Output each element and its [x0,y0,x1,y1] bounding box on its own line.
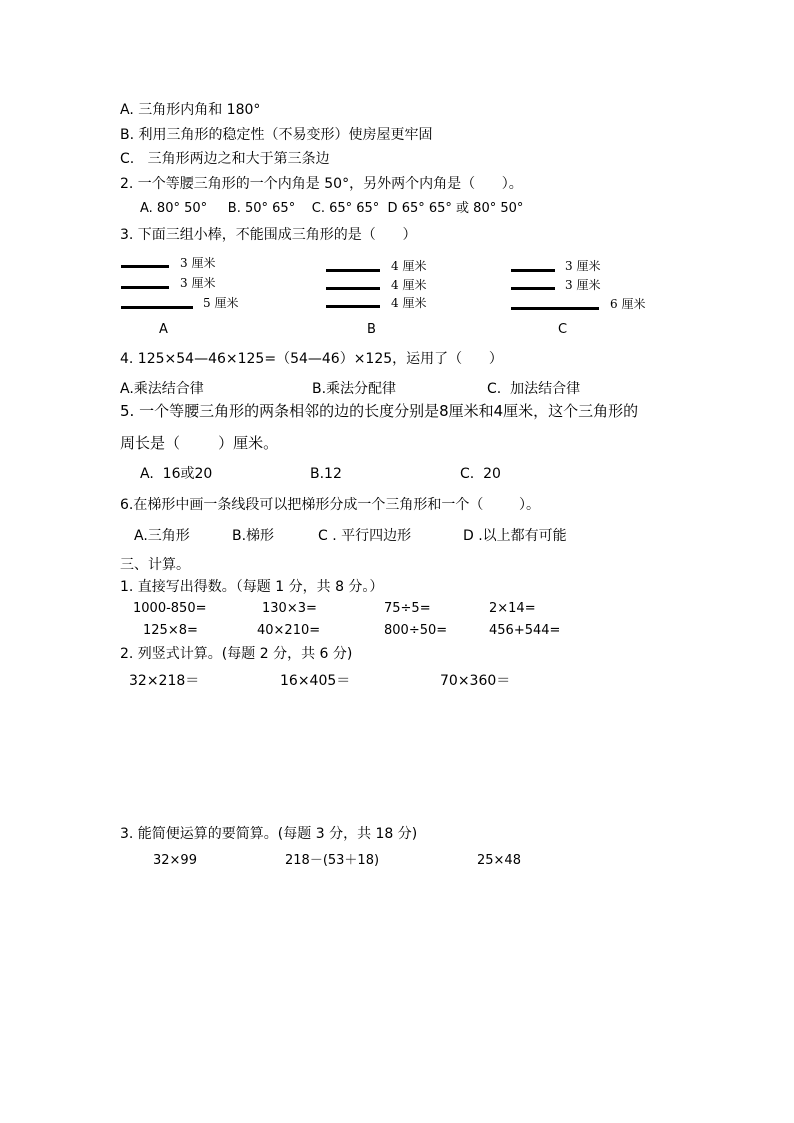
q6-option-c: C . 平行四边形 [318,528,412,544]
q1-option-b: B. 利用三角形的稳定性（不易变形）使房屋更牢固 [120,127,433,143]
stick-b3-label: 4 厘米 [391,296,427,310]
stick-c2-label: 3 厘米 [565,278,601,292]
stick-c2 [511,287,555,290]
stick-b2 [326,287,380,290]
part1-title: 1. 直接写出得数。（每题 1 分，共 8 分。） [120,579,384,595]
q6-option-a: A.三角形 [134,528,190,544]
q6-option-d: D .以上都有可能 [463,528,567,544]
stick-a3-label: 5 厘米 [203,296,239,310]
vertical-calc-item: 32×218＝ [129,673,200,689]
section3-heading: 三、计算。 [120,557,190,573]
group-c-letter: C [558,322,568,337]
q1-option-a: A. 三角形内角和 180° [120,102,261,118]
simplify-calc-item: 25×48 [477,853,521,868]
stick-b3 [326,305,380,308]
oral-calc-item: 1000-850= [133,601,207,616]
q2-stem: 2. 一个等腰三角形的一个内角是 50°，另外两个内角是（ ）。 [120,176,523,192]
q4-option-c: C. 加法结合律 [487,381,581,397]
stick-c1-label: 3 厘米 [565,259,601,273]
q2-options: A. 80° 50° B. 50° 65° C. 65° 65° D 65° 65° 或 80° 50° [140,201,524,216]
q5-stem-line2: 周长是（ ）厘米。 [120,434,279,452]
stick-b1-label: 4 厘米 [391,259,427,273]
simplify-calc-item: 32×99 [153,853,197,868]
stick-a1 [121,265,169,268]
q6-option-b: B.梯形 [232,528,275,544]
oral-calc-item: 456+544= [489,623,561,638]
vertical-calc-item: 70×360＝ [440,673,511,689]
stick-a2-label: 3 厘米 [180,276,216,290]
q4-stem: 4. 125×54—46×125=（54—46）×125，运用了（ ） [120,351,503,367]
oral-calc-item: 2×14= [489,601,536,616]
q1-option-c: C. 三角形两边之和大于第三条边 [120,151,330,167]
simplify-calc-item: 218－(53＋18) [285,853,380,868]
part3-title: 3. 能简便运算的要简算。(每题 3 分，共 18 分) [120,826,418,842]
oral-calc-item: 130×3= [262,601,317,616]
q5-option-a: A. 16或20 [140,466,213,482]
stick-a2 [121,286,169,289]
stick-c3 [511,307,599,310]
stick-c3-label: 6 厘米 [610,297,646,311]
stick-c1 [511,269,555,272]
q4-option-a: A.乘法结合律 [120,381,204,397]
stick-b1 [326,269,380,272]
oral-calc-item: 800÷50= [384,623,448,638]
q6-stem: 6.在梯形中画一条线段可以把梯形分成一个三角形和一个（ ）。 [120,497,540,513]
oral-calc-item: 125×8= [143,623,198,638]
vertical-calc-item: 16×405＝ [280,673,351,689]
q4-option-b: B.乘法分配律 [312,381,397,397]
group-b-letter: B [367,322,376,337]
part2-title: 2. 列竖式计算。(每题 2 分，共 6 分) [120,646,353,662]
q5-option-c: C. 20 [460,466,501,482]
oral-calc-item: 75÷5= [384,601,431,616]
oral-calc-item: 40×210= [257,623,321,638]
stick-a1-label: 3 厘米 [180,256,216,270]
q5-stem-line1: 5. 一个等腰三角形的两条相邻的边的长度分别是8厘米和4厘米，这个三角形的 [120,402,639,420]
group-a-letter: A [159,322,168,337]
q3-stem: 3. 下面三组小棒，不能围成三角形的是（ ） [120,227,417,243]
q5-option-b: B.12 [310,466,342,482]
stick-a3 [121,306,193,309]
stick-b2-label: 4 厘米 [391,278,427,292]
